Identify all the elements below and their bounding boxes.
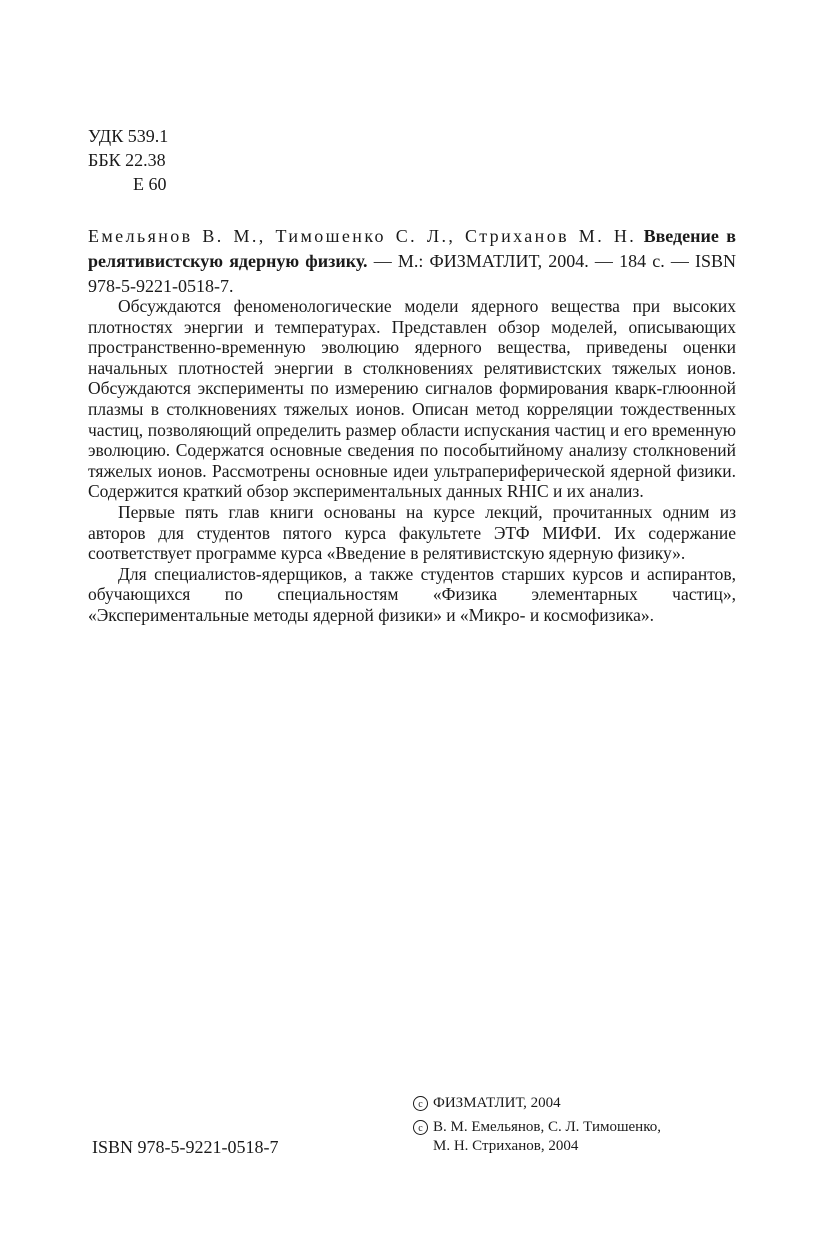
copyright-block: [413, 1094, 661, 1161]
copyright-publisher-entry: [413, 1094, 661, 1113]
bibliographic-record: [88, 224, 736, 299]
isbn-number: ISBN 978-5-9221-0518-7: [92, 1137, 279, 1157]
classification-codes: [88, 124, 168, 196]
copyright-icon: c: [413, 1096, 428, 1111]
annotation-paragraph: Обсуждаются феноменологические модели ядерного вещества при высоких плотностях энергии и температурах. Представлен обзор моделей, описывающих пространственно-временную эволюцию ядерного вещества, приведены оценки начальных плотностей энергии в столкновениях релятивистских тяжелых ионов. Обсуждаются эксперименты по измерению сигналов формирования кварк-глюонной плазмы в столкновениях тяжелых ионов. Описан метод корреляции тождественных частиц, позволяющий определить размер области испускания частиц и его временную эволюцию. Содержатся основные сведения по пособытийному анализу столкновений тяжелых ионов. Рассмотрены основные идеи ультрапериферической ядерной физики. Содержится краткий обзор экспериментальных данных RHIC и их анализ.: [88, 296, 736, 502]
copyright-icon: c: [413, 1120, 428, 1135]
copyright-authors-line: В. М. Емельянов, С. Л. Тимошенко,: [433, 1119, 661, 1135]
copyright-authors-entry: [413, 1118, 661, 1156]
annotation-paragraph: Первые пять глав книги основаны на курсе лекций, прочитанных одним из авторов для студентов пятого курса факультете ЭТФ МИФИ. Их содержание соответствует программе курса «Введение в релятивистскую ядерную физику».: [88, 501, 736, 564]
copyright-authors: [433, 1118, 661, 1156]
copyright-authors-line: М. Н. Стриханов, 2004: [433, 1138, 579, 1154]
authors: Емельянов В. М., Тимошенко С. Л., Стриханов М. Н.: [88, 226, 637, 246]
author-mark: Е 60: [133, 174, 167, 194]
book-title: Введение в релятивистскую ядерную физику.: [88, 226, 736, 271]
annotation-paragraph: Для специалистов-ядерщиков, а также студентов старших курсов и аспирантов, обучающихся по специальностям «Физика элементарных частиц», «Экспериментальные методы ядерной физики» и «Микро- и космофизика».: [88, 563, 736, 625]
copyright-publisher: ФИЗМАТЛИТ, 2004: [433, 1095, 561, 1111]
udk-code: УДК 539.1: [88, 126, 169, 146]
bbk-code: ББК 22.38: [88, 150, 166, 170]
annotation: [88, 296, 736, 626]
imprint: — М.: ФИЗМАТЛИТ, 2004. — 184 с. — ISBN 978-5-9221-0518-7.: [88, 251, 736, 296]
